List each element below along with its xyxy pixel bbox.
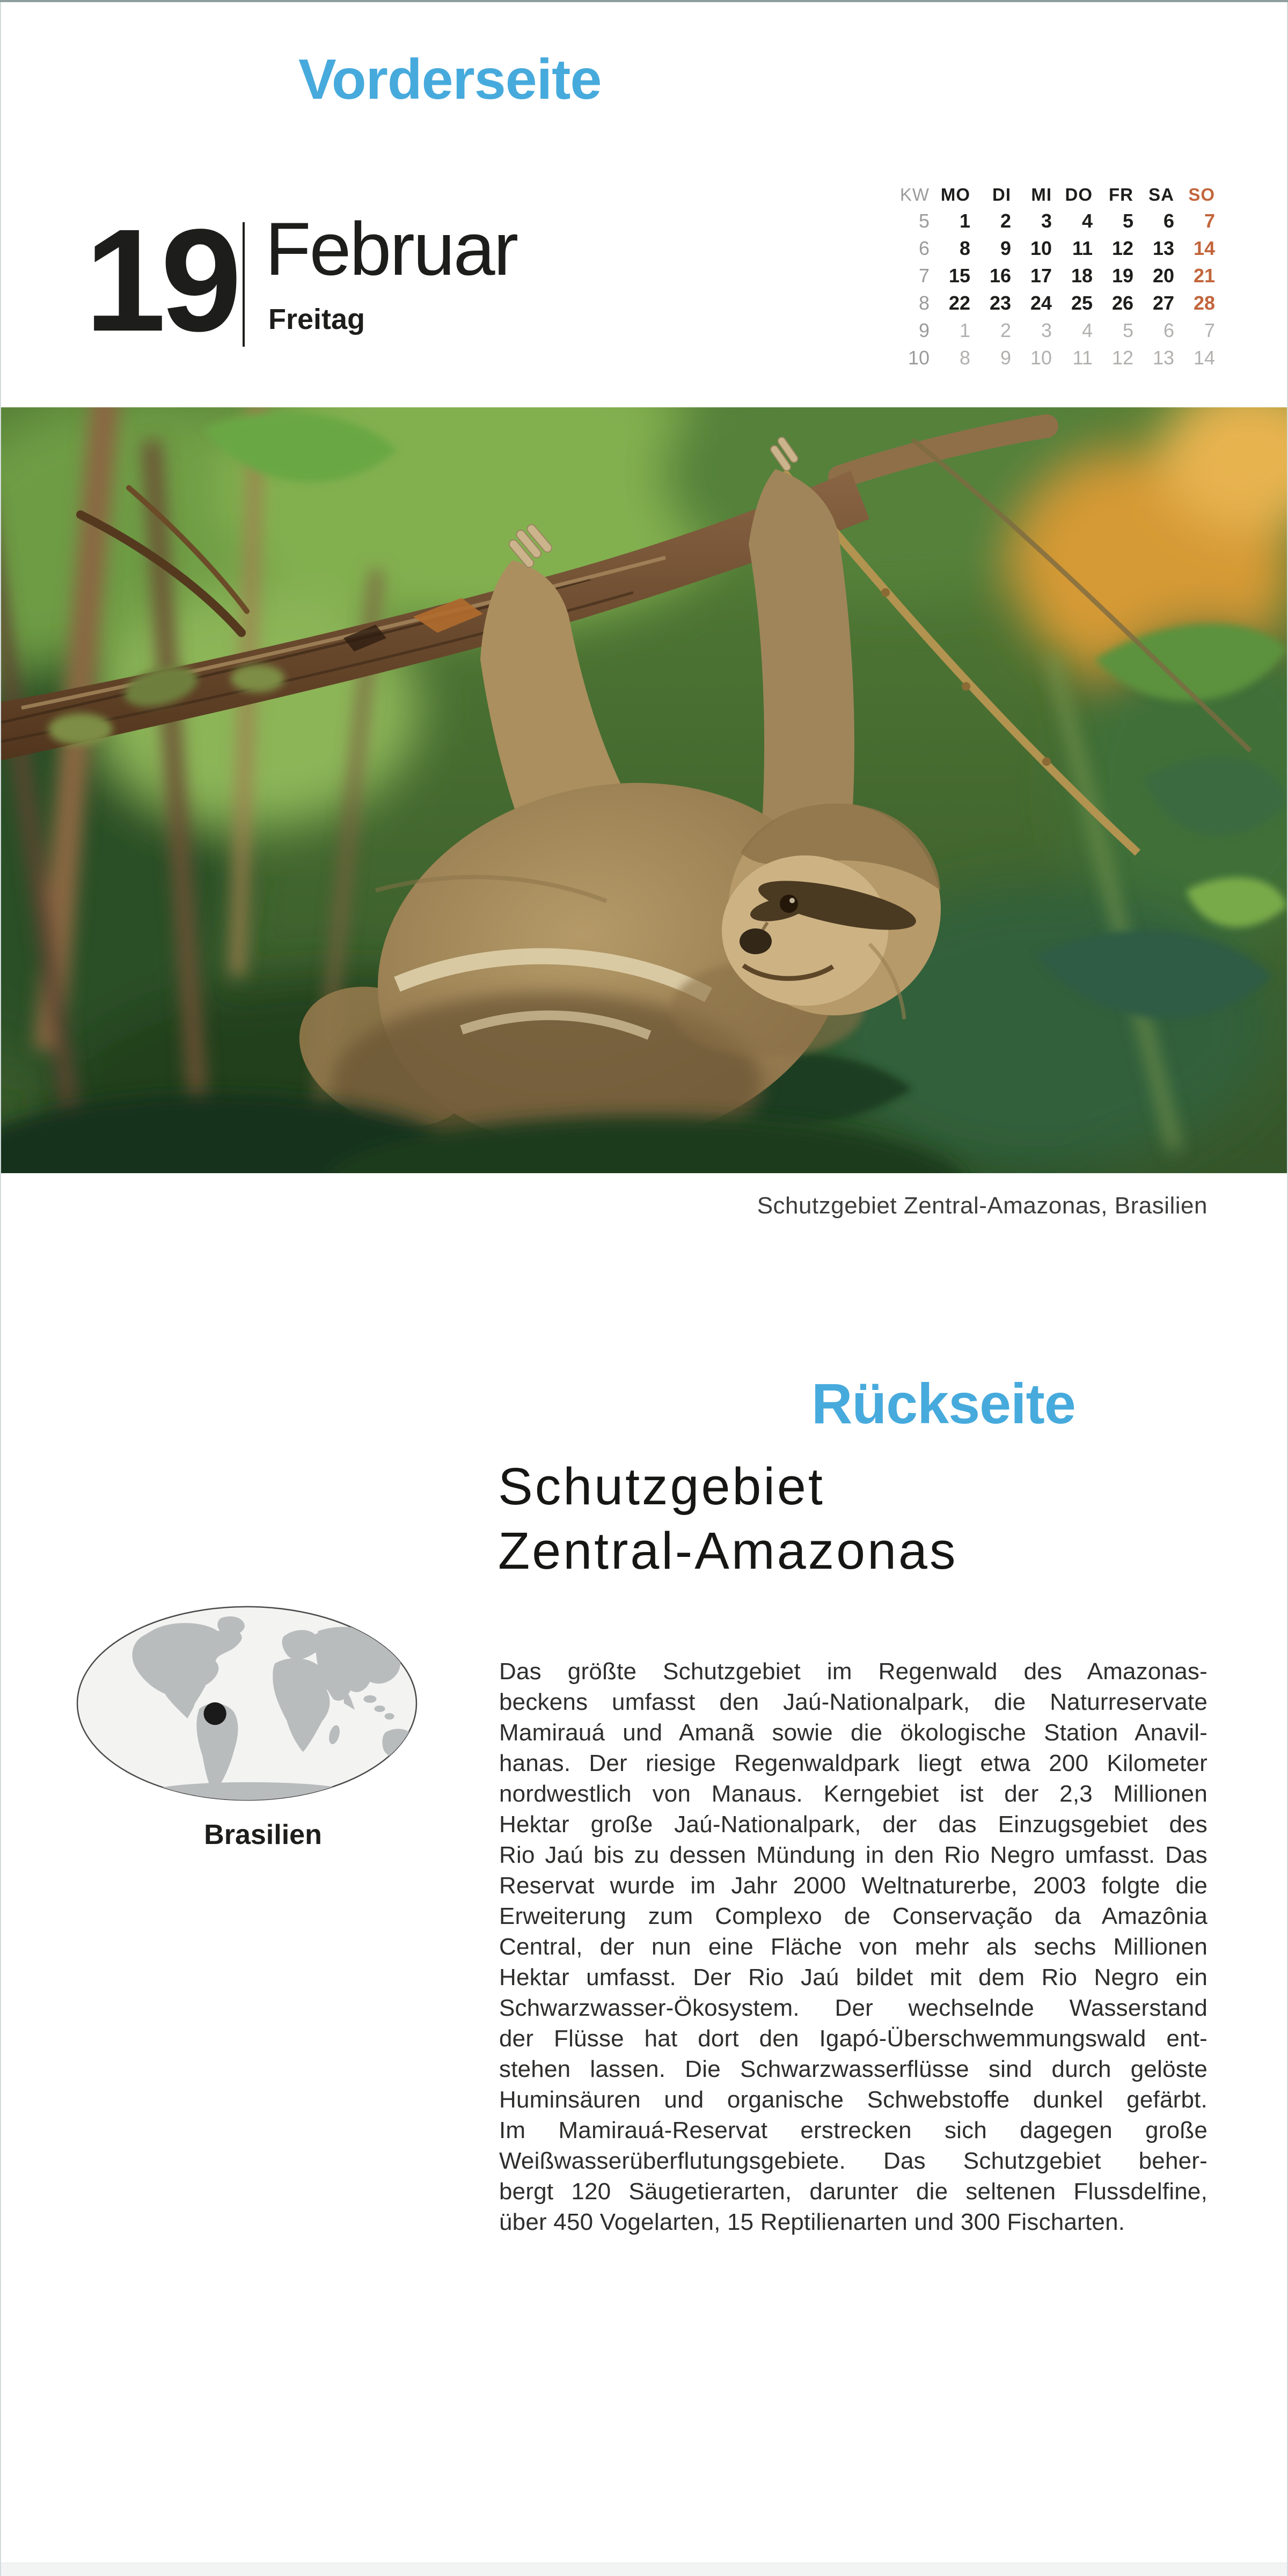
mini-calendar-day: 12 — [1111, 237, 1133, 259]
body-text-line: Huminsäuren und organische Schwebstoffe dunkel gefärbt. — [499, 2087, 1208, 2113]
mini-calendar-day: 2 — [1000, 319, 1011, 341]
day-number: 19 — [85, 199, 237, 362]
mini-calendar-day: 12 — [1111, 347, 1133, 369]
body-text-line: bergt 120 Säugetierarten, darunter die seltenen Flussdelfine, — [499, 2178, 1208, 2205]
sloth-photo-illustration — [0, 407, 1288, 1173]
front-side-label: Vorderseite — [298, 48, 602, 111]
mini-calendar-day: 10 — [1030, 237, 1052, 259]
sloth-photo — [0, 407, 1288, 1173]
mini-calendar-day: 26 — [1111, 292, 1133, 314]
sloth-nose — [740, 928, 772, 954]
body-text-line: stehen lassen. Die Schwarzwasserflüsse sind durch gelöste — [499, 2056, 1208, 2082]
body-text-line: Erweiterung zum Complexo de Conservação da Amazônia — [499, 1903, 1208, 1929]
mini-calendar-day: 22 — [948, 292, 970, 314]
mini-calendar-day: 19 — [1111, 265, 1133, 287]
mini-calendar-day: 17 — [1030, 265, 1052, 287]
mini-calendar-day: 3 — [1041, 319, 1052, 341]
body-text-line: über 450 Vogelarten, 15 Reptilienarten und 300 Fischarten. — [499, 2209, 1125, 2235]
body-text-line: Mamirauá und Amanã sowie die ökologische Station Anavil- — [499, 1719, 1208, 1746]
mini-calendar-day: 20 — [1152, 265, 1174, 287]
mini-calendar-day: 13 — [1152, 237, 1174, 259]
mini-calendar-day: 15 — [948, 265, 970, 287]
body-text-line: Reservat wurde im Jahr 2000 Weltnaturerbe, 2003 folgte die — [499, 1872, 1208, 1899]
mini-calendar-day: 9 — [1000, 237, 1011, 259]
mini-calendar-header: DI — [992, 185, 1011, 204]
mini-calendar-day: 14 — [1193, 237, 1215, 259]
info-text — [499, 1656, 1208, 2237]
mini-calendar-day: 10 — [1030, 347, 1052, 369]
back-side-label: Rückseite — [811, 1372, 1075, 1436]
month-name: Februar — [265, 207, 517, 291]
mini-calendar-day: 23 — [989, 292, 1011, 314]
mini-calendar-day: 6 — [1163, 210, 1174, 232]
mini-calendar-week-number: 8 — [918, 292, 930, 314]
weekday-name: Freitag — [268, 303, 365, 335]
back-title — [498, 1454, 957, 1583]
location-dot-amazon — [204, 1702, 226, 1725]
body-text-line: Weißwasserüberflutungsgebiete. Das Schutzgebiet beher- — [499, 2148, 1208, 2174]
world-map — [74, 1602, 420, 1804]
mini-calendar-day: 1 — [959, 210, 970, 232]
mini-calendar-day: 24 — [1030, 292, 1052, 314]
mini-calendar-day: 7 — [1204, 319, 1215, 341]
body-text-line: Im Mamirauá-Reservat erstrecken sich dagegen große — [499, 2117, 1208, 2143]
mini-calendar-day: 9 — [1000, 347, 1011, 369]
body-text-line: Schwarzwasser-Ökosystem. Der wechselnde Wasserstand — [499, 1995, 1208, 2021]
mini-calendar-day: 27 — [1152, 292, 1174, 314]
mini-calendar-day: 8 — [959, 347, 970, 369]
mini-calendar-day: 18 — [1071, 265, 1093, 287]
mini-calendar-day: 25 — [1071, 292, 1093, 314]
mini-calendar-day: 5 — [1122, 319, 1133, 341]
body-text-line: Das größte Schutzgebiet im Regenwald des Amazonas- — [499, 1658, 1208, 1685]
date-divider — [243, 222, 245, 347]
body-text-line: Hektar umfasst. Der Rio Jaú bildet mit dem Rio Negro ein — [499, 1964, 1208, 1990]
mini-calendar-day: 16 — [989, 265, 1011, 287]
body-text-line: Hektar große Jaú-Nationalpark, der das Einzugsgebiet des — [499, 1811, 1208, 1838]
mini-calendar-week-number: 7 — [918, 265, 930, 287]
mini-calendar-day: 28 — [1193, 292, 1215, 314]
mini-calendar-week-number: 6 — [918, 237, 930, 259]
body-text-line: Rio Jaú bis zu dessen Mündung in den Rio Negro umfasst. Das — [499, 1842, 1208, 1868]
mini-calendar-day: 5 — [1122, 210, 1133, 232]
mini-calendar-week-number: 5 — [918, 210, 930, 232]
mini-calendar-header: SO — [1188, 185, 1215, 204]
mini-calendar-day: 13 — [1152, 347, 1174, 369]
mini-calendar-day: 4 — [1081, 319, 1093, 341]
world-map-illustration — [74, 1602, 420, 1804]
mini-calendar-header: DO — [1065, 185, 1093, 204]
mini-calendar-header: KW — [899, 185, 930, 204]
map-country-label: Brasilien — [204, 1819, 322, 1850]
body-text-line: nordwestlich von Manaus. Kerngebiet ist der 2,3 Millionen — [499, 1781, 1208, 1807]
mini-calendar-day: 7 — [1204, 210, 1215, 232]
mini-calendar — [892, 182, 1225, 371]
mini-calendar-week-number: 9 — [918, 319, 930, 341]
mini-calendar-day: 2 — [1000, 210, 1011, 232]
mini-calendar-header: MO — [940, 185, 970, 204]
mini-calendar-day: 11 — [1072, 347, 1093, 369]
mini-calendar-day: 1 — [959, 319, 970, 341]
mini-calendar-day: 11 — [1072, 237, 1093, 259]
mini-calendar-day: 6 — [1163, 319, 1174, 341]
page-bottom-edge — [0, 2563, 1288, 2576]
back-title-line1: Schutzgebiet — [498, 1457, 825, 1516]
photo-caption: Schutzgebiet Zentral-Amazonas, Brasilien — [757, 1192, 1208, 1219]
mini-calendar-day: 8 — [959, 237, 970, 259]
body-text-line: beckens umfasst den Jaú-Nationalpark, die Naturreservate — [499, 1689, 1208, 1715]
body-text-line: hanas. Der riesige Regenwaldpark liegt etwa 200 Kilometer — [499, 1750, 1208, 1776]
mini-calendar-day: 3 — [1041, 210, 1052, 232]
mini-calendar-header: FR — [1109, 185, 1133, 204]
mini-calendar-week-number: 10 — [908, 347, 930, 369]
body-text-line: Central, der nun eine Fläche von mehr als sechs Millionen — [499, 1934, 1208, 1960]
sloth-eye — [780, 895, 798, 913]
mini-calendar-day: 21 — [1193, 265, 1215, 287]
mini-calendar-day: 4 — [1081, 210, 1093, 232]
body-text-line: der Flüsse hat dort den Igapó-Überschwemmungswald ent- — [499, 2025, 1208, 2052]
mini-calendar-day: 14 — [1193, 347, 1215, 369]
mini-calendar-header: MI — [1031, 185, 1052, 204]
mini-calendar-header: SA — [1148, 185, 1174, 204]
back-title-line2: Zentral-Amazonas — [498, 1521, 958, 1580]
